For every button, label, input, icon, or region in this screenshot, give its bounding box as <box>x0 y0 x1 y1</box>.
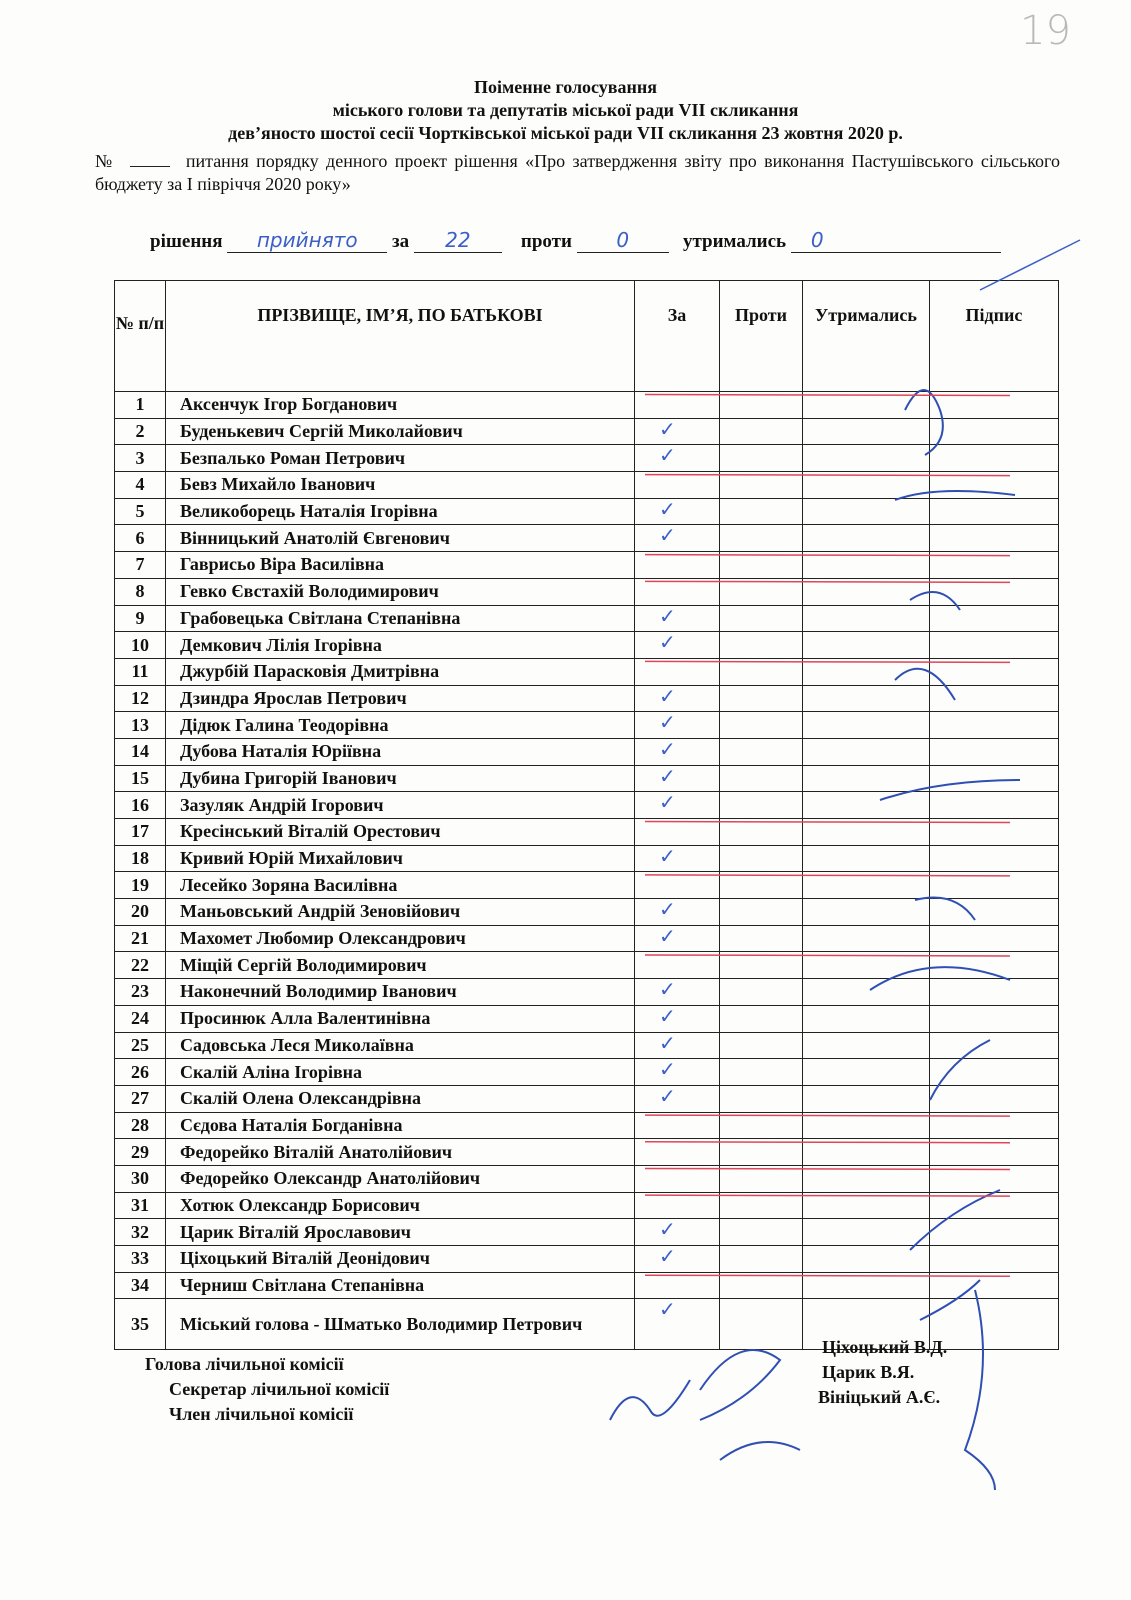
commission-secretary-name: Царик В.Я. <box>822 1362 915 1382</box>
row-name: Гаврисьо Віра Василівна <box>166 552 635 579</box>
row-name: Скалій Олена Олександрівна <box>166 1085 635 1112</box>
vote-tick-icon: ✓ <box>659 977 676 1002</box>
row-number: 23 <box>115 979 166 1006</box>
row-name: Наконечний Володимир Іванович <box>166 979 635 1006</box>
no-vote-strike-line <box>645 555 1010 556</box>
row-number: 22 <box>115 952 166 979</box>
row-name: Зазуляк Андрій Ігорович <box>166 792 635 819</box>
no-vote-strike-line <box>645 1168 1010 1169</box>
row-number: 6 <box>115 525 166 552</box>
page-number: 19 <box>1020 8 1071 54</box>
commission-member-name: Вініцький А.Є. <box>818 1387 941 1407</box>
row-name: Міщій Сергій Володимирович <box>166 952 635 979</box>
row-number: 31 <box>115 1192 166 1219</box>
header-for: За <box>635 281 720 392</box>
row-name: Федорейко Віталій Анатолійович <box>166 1139 635 1166</box>
row-number: 14 <box>115 738 166 765</box>
no-vote-strike-line <box>645 1115 1010 1116</box>
vote-tick-icon: ✓ <box>659 523 676 548</box>
row-number: 21 <box>115 925 166 952</box>
chair-signature <box>610 1350 800 1460</box>
header-signature: Підпис <box>929 281 1058 392</box>
row-name: Черниш Світлана Степанівна <box>166 1272 635 1299</box>
no-vote-strike-line <box>645 395 1010 396</box>
row-name: Демкович Лілія Ігорівна <box>166 632 635 659</box>
row-number: 24 <box>115 1005 166 1032</box>
row-number: 15 <box>115 765 166 792</box>
no-vote-strike-line <box>645 1142 1010 1143</box>
no-vote-strike-line <box>645 1195 1010 1196</box>
row-name: Гевко Євстахій Володимирович <box>166 578 635 605</box>
signature-column-scribble <box>870 390 1020 1320</box>
row-name: Царик Віталій Ярославович <box>166 1219 635 1246</box>
vote-tick-icon: ✓ <box>659 710 676 735</box>
for-count: 22 <box>414 228 502 253</box>
no-vote-strike-line <box>645 1275 1010 1276</box>
row-name: Безпалько Роман Петрович <box>166 445 635 472</box>
row-number: 2 <box>115 418 166 445</box>
row-name: Джурбій Парасковія Дмитрівна <box>166 658 635 685</box>
row-number: 18 <box>115 845 166 872</box>
row-number: 7 <box>115 552 166 579</box>
row-number: 32 <box>115 1219 166 1246</box>
vote-tick-icon: ✓ <box>659 923 676 948</box>
vote-tick-icon: ✓ <box>659 736 676 761</box>
row-number: 20 <box>115 899 166 926</box>
row-number: 9 <box>115 605 166 632</box>
row-name: Дубина Григорій Іванович <box>166 765 635 792</box>
row-name: Кресінський Віталій Орестович <box>166 819 635 846</box>
vote-tick-icon: ✓ <box>659 1217 676 1242</box>
row-name: Скалій Аліна Ігорівна <box>166 1059 635 1086</box>
row-number: 26 <box>115 1059 166 1086</box>
decision-label: рішення <box>150 231 223 252</box>
row-number: 10 <box>115 632 166 659</box>
row-name: Бевз Михайло Іванович <box>166 472 635 499</box>
row-name: Федорейко Олександр Анатолійович <box>166 1165 635 1192</box>
row-number: 33 <box>115 1246 166 1273</box>
row-name: Дубова Наталія Юріївна <box>166 738 635 765</box>
vote-tick-icon: ✓ <box>659 1297 676 1322</box>
row-name: Аксенчук Ігор Богданович <box>166 392 635 419</box>
question-number-label: № <box>95 151 116 171</box>
vote-tick-icon: ✓ <box>659 443 676 468</box>
no-vote-strike-line <box>645 475 1010 476</box>
for-label: за <box>392 231 410 252</box>
vote-tick-icon: ✓ <box>659 1057 676 1082</box>
vote-tick-icon: ✓ <box>659 763 676 788</box>
vote-tick-icon: ✓ <box>659 630 676 655</box>
header-num: № п/п <box>115 281 166 392</box>
vote-tick-icon: ✓ <box>659 1083 676 1108</box>
row-name: Великоборець Наталія Ігорівна <box>166 498 635 525</box>
no-vote-strike-line <box>645 875 1010 876</box>
header-line-2: міського голови та депутатів міської ради VII скликання <box>332 100 799 120</box>
row-name: Дідюк Галина Теодорівна <box>166 712 635 739</box>
header-name: ПРІЗВИЩЕ, ІМ’Я, ПО БАТЬКОВІ <box>166 281 635 392</box>
commission-chair-name: Ціхоцький В.Д. <box>822 1337 948 1357</box>
row-number: 30 <box>115 1165 166 1192</box>
row-number: 5 <box>115 498 166 525</box>
row-name: Просинюк Алла Валентинівна <box>166 1005 635 1032</box>
row-number: 28 <box>115 1112 166 1139</box>
row-name: Кривий Юрій Михайлович <box>166 845 635 872</box>
stamp-scribble-top <box>980 240 1080 290</box>
commission-chair-label: Голова лічильної комісії <box>145 1354 344 1374</box>
vote-tick-icon: ✓ <box>659 683 676 708</box>
row-name: Махомет Любомир Олександрович <box>166 925 635 952</box>
row-number: 4 <box>115 472 166 499</box>
vote-tick-icon: ✓ <box>659 416 676 441</box>
row-number: 25 <box>115 1032 166 1059</box>
row-name: Вінницький Анатолій Євгенович <box>166 525 635 552</box>
no-vote-strike-line <box>645 955 1010 956</box>
vote-tick-icon: ✓ <box>659 1244 676 1268</box>
row-number: 34 <box>115 1272 166 1299</box>
no-vote-strike-line <box>645 581 1010 582</box>
row-number: 3 <box>115 445 166 472</box>
row-number: 12 <box>115 685 166 712</box>
row-number: 1 <box>115 392 166 419</box>
vote-tick-icon: ✓ <box>659 1030 676 1055</box>
row-number: 11 <box>115 658 166 685</box>
row-name: Лесейко Зоряна Василівна <box>166 872 635 899</box>
vote-tick-icon: ✓ <box>659 1003 676 1028</box>
question-text: питання порядку денного проект рішення «Про затвердження звіту про виконання Пастушівського сільського бюджету за І півріччя 2020 року» <box>95 151 1060 194</box>
header-line-1: Поіменне голосування <box>473 77 658 97</box>
row-name: Міський голова - Шматько Володимир Петрович <box>166 1299 635 1350</box>
commission-member-label: Член лічильної комісії <box>169 1404 354 1424</box>
vote-tick-icon: ✓ <box>659 496 676 521</box>
right-vertical-stroke <box>965 1290 995 1490</box>
row-number: 35 <box>115 1299 166 1350</box>
vote-tick-icon: ✓ <box>659 843 676 868</box>
row-number: 13 <box>115 712 166 739</box>
no-vote-strike-line <box>645 661 1010 662</box>
vote-tick-icon: ✓ <box>659 603 676 628</box>
row-number: 19 <box>115 872 166 899</box>
row-name: Дзиндра Ярослав Петрович <box>166 685 635 712</box>
row-name: Ціхоцький Віталій Деонідович <box>166 1246 635 1273</box>
row-number: 17 <box>115 819 166 846</box>
row-name: Грабовецька Світлана Степанівна <box>166 605 635 632</box>
header-against: Проти <box>720 281 803 392</box>
row-number: 16 <box>115 792 166 819</box>
row-name: Хотюк Олександр Борисович <box>166 1192 635 1219</box>
no-vote-strike-line <box>645 822 1010 823</box>
header-abstained: Утримались <box>803 281 930 392</box>
commission-secretary-label: Секретар лічильної комісії <box>169 1379 390 1399</box>
row-name: Сєдова Наталія Богданівна <box>166 1112 635 1139</box>
vote-tick-icon: ✓ <box>659 790 676 815</box>
header-line-3: дев’яносто шостої сесії Чортківської міської ради VII скликання 23 жовтня 2020 р. <box>228 123 903 143</box>
row-name: Буденькевич Сергій Миколайович <box>166 418 635 445</box>
vote-tick-icon: ✓ <box>659 897 676 922</box>
abstained-label: утримались <box>682 231 787 252</box>
abstained-count: 0 <box>791 228 1001 253</box>
against-label: проти <box>520 231 572 252</box>
row-number: 29 <box>115 1139 166 1166</box>
decision-value: прийнято <box>227 228 387 253</box>
row-number: 8 <box>115 578 166 605</box>
against-count: 0 <box>577 228 669 253</box>
row-number: 27 <box>115 1085 166 1112</box>
row-name: Маньовський Андрій Зеновійович <box>166 899 635 926</box>
row-name: Садовська Леся Миколаївна <box>166 1032 635 1059</box>
